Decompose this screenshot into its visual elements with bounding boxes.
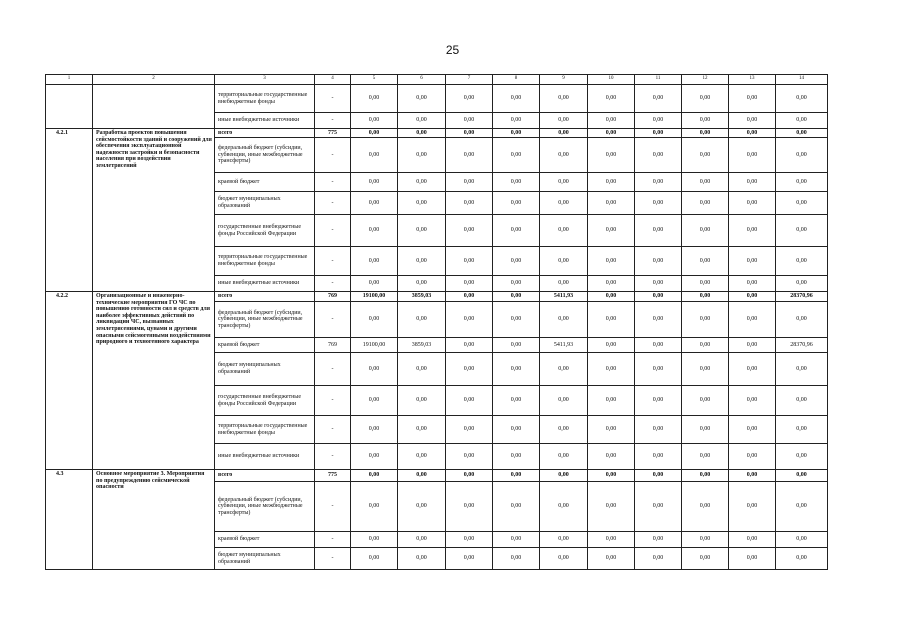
cell-col-5: 0,00	[351, 215, 398, 247]
cell-col-7: 0,00	[446, 129, 493, 138]
cell-col-13: 0,00	[729, 113, 776, 129]
cell-col-5: 19100,00	[351, 292, 398, 302]
cell-col-14: 0,00	[776, 353, 828, 386]
funding-source: федеральный бюджет (субсидии, субвенции, иные межбюджетные трансферты)	[215, 482, 315, 532]
column-number: 10	[588, 75, 635, 85]
column-number: 8	[493, 75, 540, 85]
item-name: Организационные и инженерно-технические мероприятия ГО ЧС по повышению готовности сил и средств для наиболее эффективных действий по ликвидации ЧС, вызванных землетрясениями, цунами и другими опасными сейсмогенными воздействиями природного и техногенного характера	[93, 292, 215, 470]
budget-table	[45, 74, 828, 570]
cell-col-5: 0,00	[351, 302, 398, 338]
cell-col-9: 0,00	[540, 173, 588, 192]
column-number: 13	[729, 75, 776, 85]
cell-col-12: 0,00	[682, 138, 729, 173]
cell-col-9: 0,00	[540, 129, 588, 138]
cell-col-4: 775	[315, 470, 351, 482]
cell-col-8: 0,00	[493, 173, 540, 192]
cell-col-7: 0,00	[446, 173, 493, 192]
cell-col-10: 0,00	[588, 444, 635, 470]
cell-col-14: 0,00	[776, 416, 828, 444]
column-number: 5	[351, 75, 398, 85]
cell-col-8: 0,00	[493, 532, 540, 548]
cell-col-8: 0,00	[493, 129, 540, 138]
column-number: 4	[315, 75, 351, 85]
cell-col-6: 0,00	[398, 113, 446, 129]
cell-col-4: 769	[315, 338, 351, 353]
cell-col-13: 0,00	[729, 416, 776, 444]
cell-col-6: 3859,03	[398, 292, 446, 302]
cell-col-8: 0,00	[493, 338, 540, 353]
table-row	[46, 129, 828, 138]
cell-col-4: -	[315, 302, 351, 338]
cell-col-5: 0,00	[351, 416, 398, 444]
cell-col-5: 0,00	[351, 532, 398, 548]
cell-col-14: 0,00	[776, 192, 828, 215]
cell-col-10: 0,00	[588, 276, 635, 292]
cell-col-10: 0,00	[588, 386, 635, 416]
funding-source: краевой бюджет	[215, 338, 315, 353]
cell-col-6: 0,00	[398, 548, 446, 570]
cell-col-7: 0,00	[446, 292, 493, 302]
cell-col-10: 0,00	[588, 532, 635, 548]
column-number: 1	[46, 75, 93, 85]
cell-col-6: 0,00	[398, 276, 446, 292]
column-number: 9	[540, 75, 588, 85]
cell-col-8: 0,00	[493, 276, 540, 292]
cell-col-6: 0,00	[398, 353, 446, 386]
cell-col-7: 0,00	[446, 386, 493, 416]
funding-source: государственные внебюджетные фонды Российской Федерации	[215, 215, 315, 247]
cell-col-7: 0,00	[446, 532, 493, 548]
funding-source: краевой бюджет	[215, 173, 315, 192]
cell-col-13: 0,00	[729, 276, 776, 292]
cell-col-9: 0,00	[540, 386, 588, 416]
cell-col-14: 0,00	[776, 548, 828, 570]
cell-col-5: 0,00	[351, 113, 398, 129]
cell-col-13: 0,00	[729, 215, 776, 247]
cell-col-9: 5411,93	[540, 292, 588, 302]
cell-col-7: 0,00	[446, 444, 493, 470]
cell-col-8: 0,00	[493, 85, 540, 113]
cell-col-10: 0,00	[588, 338, 635, 353]
cell-col-7: 0,00	[446, 247, 493, 276]
cell-col-10: 0,00	[588, 482, 635, 532]
funding-source: территориальные государственные внебюджетные фонды	[215, 85, 315, 113]
cell-col-4: 769	[315, 292, 351, 302]
cell-col-10: 0,00	[588, 192, 635, 215]
cell-col-9: 0,00	[540, 482, 588, 532]
column-number: 14	[776, 75, 828, 85]
item-code: 4.3	[46, 470, 93, 570]
cell-col-12: 0,00	[682, 113, 729, 129]
cell-col-9: 0,00	[540, 276, 588, 292]
cell-col-6: 0,00	[398, 129, 446, 138]
cell-col-13: 0,00	[729, 386, 776, 416]
cell-col-14: 0,00	[776, 470, 828, 482]
cell-col-11: 0,00	[635, 215, 682, 247]
cell-col-8: 0,00	[493, 416, 540, 444]
cell-col-14: 0,00	[776, 138, 828, 173]
cell-col-9: 0,00	[540, 470, 588, 482]
cell-col-13: 0,00	[729, 470, 776, 482]
cell-col-5: 0,00	[351, 548, 398, 570]
funding-source: иные внебюджетные источники	[215, 276, 315, 292]
funding-source: всего	[215, 470, 315, 482]
funding-source: иные внебюджетные источники	[215, 444, 315, 470]
cell-col-14: 0,00	[776, 276, 828, 292]
cell-col-7: 0,00	[446, 85, 493, 113]
cell-col-8: 0,00	[493, 192, 540, 215]
cell-col-10: 0,00	[588, 470, 635, 482]
cell-col-11: 0,00	[635, 532, 682, 548]
cell-col-8: 0,00	[493, 302, 540, 338]
cell-col-4: -	[315, 416, 351, 444]
funding-source: территориальные государственные внебюджетные фонды	[215, 416, 315, 444]
cell-col-8: 0,00	[493, 113, 540, 129]
cell-col-13: 0,00	[729, 138, 776, 173]
column-number: 3	[215, 75, 315, 85]
cell-col-6: 0,00	[398, 532, 446, 548]
funding-source: всего	[215, 292, 315, 302]
cell-col-12: 0,00	[682, 292, 729, 302]
cell-col-4: -	[315, 444, 351, 470]
cell-col-7: 0,00	[446, 276, 493, 292]
cell-col-14: 0,00	[776, 113, 828, 129]
cell-col-14: 0,00	[776, 247, 828, 276]
cell-col-14: 28370,96	[776, 338, 828, 353]
cell-col-4: -	[315, 173, 351, 192]
cell-col-9: 0,00	[540, 192, 588, 215]
cell-col-5: 0,00	[351, 482, 398, 532]
cell-col-9: 0,00	[540, 138, 588, 173]
cell-col-11: 0,00	[635, 85, 682, 113]
cell-col-12: 0,00	[682, 548, 729, 570]
table-row	[46, 85, 828, 113]
funding-source: бюджет муниципальных образований	[215, 548, 315, 570]
cell-col-11: 0,00	[635, 247, 682, 276]
cell-col-14: 0,00	[776, 532, 828, 548]
cell-col-14: 0,00	[776, 444, 828, 470]
cell-col-5: 0,00	[351, 173, 398, 192]
funding-source: бюджет муниципальных образований	[215, 192, 315, 215]
cell-col-13: 0,00	[729, 247, 776, 276]
cell-col-10: 0,00	[588, 548, 635, 570]
cell-col-10: 0,00	[588, 353, 635, 386]
cell-col-10: 0,00	[588, 129, 635, 138]
cell-col-14: 28370,96	[776, 292, 828, 302]
cell-col-7: 0,00	[446, 338, 493, 353]
cell-col-6: 0,00	[398, 470, 446, 482]
cell-col-12: 0,00	[682, 338, 729, 353]
table-row	[46, 470, 828, 482]
cell-col-12: 0,00	[682, 173, 729, 192]
cell-col-7: 0,00	[446, 113, 493, 129]
cell-col-13: 0,00	[729, 192, 776, 215]
funding-source: бюджет муниципальных образований	[215, 353, 315, 386]
cell-col-4: -	[315, 353, 351, 386]
table-header-row	[46, 75, 828, 85]
cell-col-5: 0,00	[351, 353, 398, 386]
cell-col-12: 0,00	[682, 482, 729, 532]
cell-col-14: 0,00	[776, 173, 828, 192]
cell-col-13: 0,00	[729, 85, 776, 113]
cell-col-13: 0,00	[729, 353, 776, 386]
cell-col-4: -	[315, 138, 351, 173]
funding-source: всего	[215, 129, 315, 138]
cell-col-5: 0,00	[351, 192, 398, 215]
cell-col-9: 0,00	[540, 548, 588, 570]
table-row	[46, 292, 828, 302]
cell-col-7: 0,00	[446, 138, 493, 173]
cell-col-4: -	[315, 192, 351, 215]
cell-col-5: 0,00	[351, 276, 398, 292]
cell-col-5: 19100,00	[351, 338, 398, 353]
cell-col-8: 0,00	[493, 138, 540, 173]
cell-col-5: 0,00	[351, 85, 398, 113]
cell-col-5: 0,00	[351, 386, 398, 416]
cell-col-8: 0,00	[493, 215, 540, 247]
cell-col-12: 0,00	[682, 302, 729, 338]
cell-col-7: 0,00	[446, 548, 493, 570]
cell-col-12: 0,00	[682, 386, 729, 416]
cell-col-6: 0,00	[398, 482, 446, 532]
cell-col-7: 0,00	[446, 482, 493, 532]
cell-col-7: 0,00	[446, 353, 493, 386]
cell-col-7: 0,00	[446, 416, 493, 444]
item-name: Разработка проектов повышения сейсмостойкости зданий и сооружений для обеспечения эксплуатационной надежности застройки и безопасности населения при воздействии землетрясений	[93, 129, 215, 292]
cell-col-14: 0,00	[776, 482, 828, 532]
cell-col-6: 0,00	[398, 138, 446, 173]
funding-source: федеральный бюджет (субсидии, субвенции, иные межбюджетные трансферты)	[215, 138, 315, 173]
cell-col-6: 0,00	[398, 444, 446, 470]
item-name: Основное мероприятие 3. Мероприятия по предупреждению сейсмической опасности	[93, 470, 215, 570]
cell-col-7: 0,00	[446, 302, 493, 338]
cell-col-8: 0,00	[493, 353, 540, 386]
cell-col-10: 0,00	[588, 302, 635, 338]
cell-col-6: 0,00	[398, 247, 446, 276]
cell-col-11: 0,00	[635, 113, 682, 129]
cell-col-10: 0,00	[588, 247, 635, 276]
cell-col-4: -	[315, 113, 351, 129]
cell-col-9: 0,00	[540, 353, 588, 386]
cell-col-11: 0,00	[635, 173, 682, 192]
cell-col-8: 0,00	[493, 482, 540, 532]
cell-col-12: 0,00	[682, 129, 729, 138]
cell-col-9: 0,00	[540, 302, 588, 338]
item-code: 4.2.1	[46, 129, 93, 292]
cell-col-6: 0,00	[398, 416, 446, 444]
cell-col-6: 0,00	[398, 386, 446, 416]
cell-col-14: 0,00	[776, 85, 828, 113]
cell-col-11: 0,00	[635, 353, 682, 386]
cell-col-14: 0,00	[776, 302, 828, 338]
funding-source: федеральный бюджет (субсидии, субвенции, иные межбюджетные трансферты)	[215, 302, 315, 338]
cell-col-9: 0,00	[540, 416, 588, 444]
cell-col-6: 3859,03	[398, 338, 446, 353]
cell-col-12: 0,00	[682, 444, 729, 470]
item-code	[46, 85, 93, 129]
cell-col-6: 0,00	[398, 302, 446, 338]
cell-col-11: 0,00	[635, 338, 682, 353]
cell-col-7: 0,00	[446, 192, 493, 215]
cell-col-11: 0,00	[635, 276, 682, 292]
cell-col-12: 0,00	[682, 192, 729, 215]
item-name	[93, 85, 215, 129]
cell-col-7: 0,00	[446, 215, 493, 247]
column-number: 6	[398, 75, 446, 85]
cell-col-12: 0,00	[682, 416, 729, 444]
cell-col-4: -	[315, 386, 351, 416]
cell-col-9: 0,00	[540, 113, 588, 129]
funding-source: государственные внебюджетные фонды Российской Федерации	[215, 386, 315, 416]
cell-col-6: 0,00	[398, 192, 446, 215]
cell-col-10: 0,00	[588, 215, 635, 247]
cell-col-10: 0,00	[588, 113, 635, 129]
column-number: 2	[93, 75, 215, 85]
cell-col-13: 0,00	[729, 292, 776, 302]
cell-col-12: 0,00	[682, 353, 729, 386]
cell-col-14: 0,00	[776, 215, 828, 247]
cell-col-12: 0,00	[682, 276, 729, 292]
page-number: 25	[445, 43, 460, 57]
cell-col-6: 0,00	[398, 85, 446, 113]
cell-col-14: 0,00	[776, 386, 828, 416]
cell-col-5: 0,00	[351, 444, 398, 470]
cell-col-9: 5411,93	[540, 338, 588, 353]
cell-col-8: 0,00	[493, 548, 540, 570]
cell-col-4: -	[315, 276, 351, 292]
cell-col-11: 0,00	[635, 129, 682, 138]
cell-col-4: -	[315, 548, 351, 570]
funding-source: территориальные государственные внебюджетные фонды	[215, 247, 315, 276]
cell-col-9: 0,00	[540, 444, 588, 470]
cell-col-9: 0,00	[540, 215, 588, 247]
cell-col-12: 0,00	[682, 215, 729, 247]
column-number: 11	[635, 75, 682, 85]
cell-col-13: 0,00	[729, 532, 776, 548]
cell-col-13: 0,00	[729, 129, 776, 138]
cell-col-8: 0,00	[493, 386, 540, 416]
column-number: 7	[446, 75, 493, 85]
column-number: 12	[682, 75, 729, 85]
cell-col-12: 0,00	[682, 247, 729, 276]
cell-col-8: 0,00	[493, 444, 540, 470]
cell-col-4: 775	[315, 129, 351, 138]
cell-col-11: 0,00	[635, 470, 682, 482]
cell-col-11: 0,00	[635, 386, 682, 416]
cell-col-5: 0,00	[351, 138, 398, 173]
funding-source: иные внебюджетные источники	[215, 113, 315, 129]
cell-col-4: -	[315, 482, 351, 532]
cell-col-8: 0,00	[493, 247, 540, 276]
cell-col-11: 0,00	[635, 444, 682, 470]
cell-col-5: 0,00	[351, 470, 398, 482]
cell-col-10: 0,00	[588, 138, 635, 173]
cell-col-5: 0,00	[351, 129, 398, 138]
cell-col-9: 0,00	[540, 85, 588, 113]
cell-col-11: 0,00	[635, 482, 682, 532]
item-code: 4.2.2	[46, 292, 93, 470]
cell-col-13: 0,00	[729, 173, 776, 192]
cell-col-13: 0,00	[729, 302, 776, 338]
cell-col-10: 0,00	[588, 173, 635, 192]
cell-col-13: 0,00	[729, 482, 776, 532]
cell-col-5: 0,00	[351, 247, 398, 276]
cell-col-11: 0,00	[635, 302, 682, 338]
cell-col-13: 0,00	[729, 444, 776, 470]
cell-col-4: -	[315, 532, 351, 548]
cell-col-12: 0,00	[682, 470, 729, 482]
cell-col-11: 0,00	[635, 292, 682, 302]
cell-col-12: 0,00	[682, 532, 729, 548]
cell-col-4: -	[315, 215, 351, 247]
cell-col-4: -	[315, 85, 351, 113]
cell-col-12: 0,00	[682, 85, 729, 113]
cell-col-10: 0,00	[588, 292, 635, 302]
cell-col-9: 0,00	[540, 532, 588, 548]
cell-col-10: 0,00	[588, 85, 635, 113]
cell-col-11: 0,00	[635, 138, 682, 173]
cell-col-11: 0,00	[635, 192, 682, 215]
cell-col-13: 0,00	[729, 548, 776, 570]
cell-col-14: 0,00	[776, 129, 828, 138]
cell-col-8: 0,00	[493, 470, 540, 482]
cell-col-11: 0,00	[635, 416, 682, 444]
cell-col-10: 0,00	[588, 416, 635, 444]
cell-col-7: 0,00	[446, 470, 493, 482]
cell-col-6: 0,00	[398, 215, 446, 247]
cell-col-8: 0,00	[493, 292, 540, 302]
funding-source: краевой бюджет	[215, 532, 315, 548]
cell-col-6: 0,00	[398, 173, 446, 192]
cell-col-4: -	[315, 247, 351, 276]
cell-col-13: 0,00	[729, 338, 776, 353]
cell-col-11: 0,00	[635, 548, 682, 570]
cell-col-9: 0,00	[540, 247, 588, 276]
